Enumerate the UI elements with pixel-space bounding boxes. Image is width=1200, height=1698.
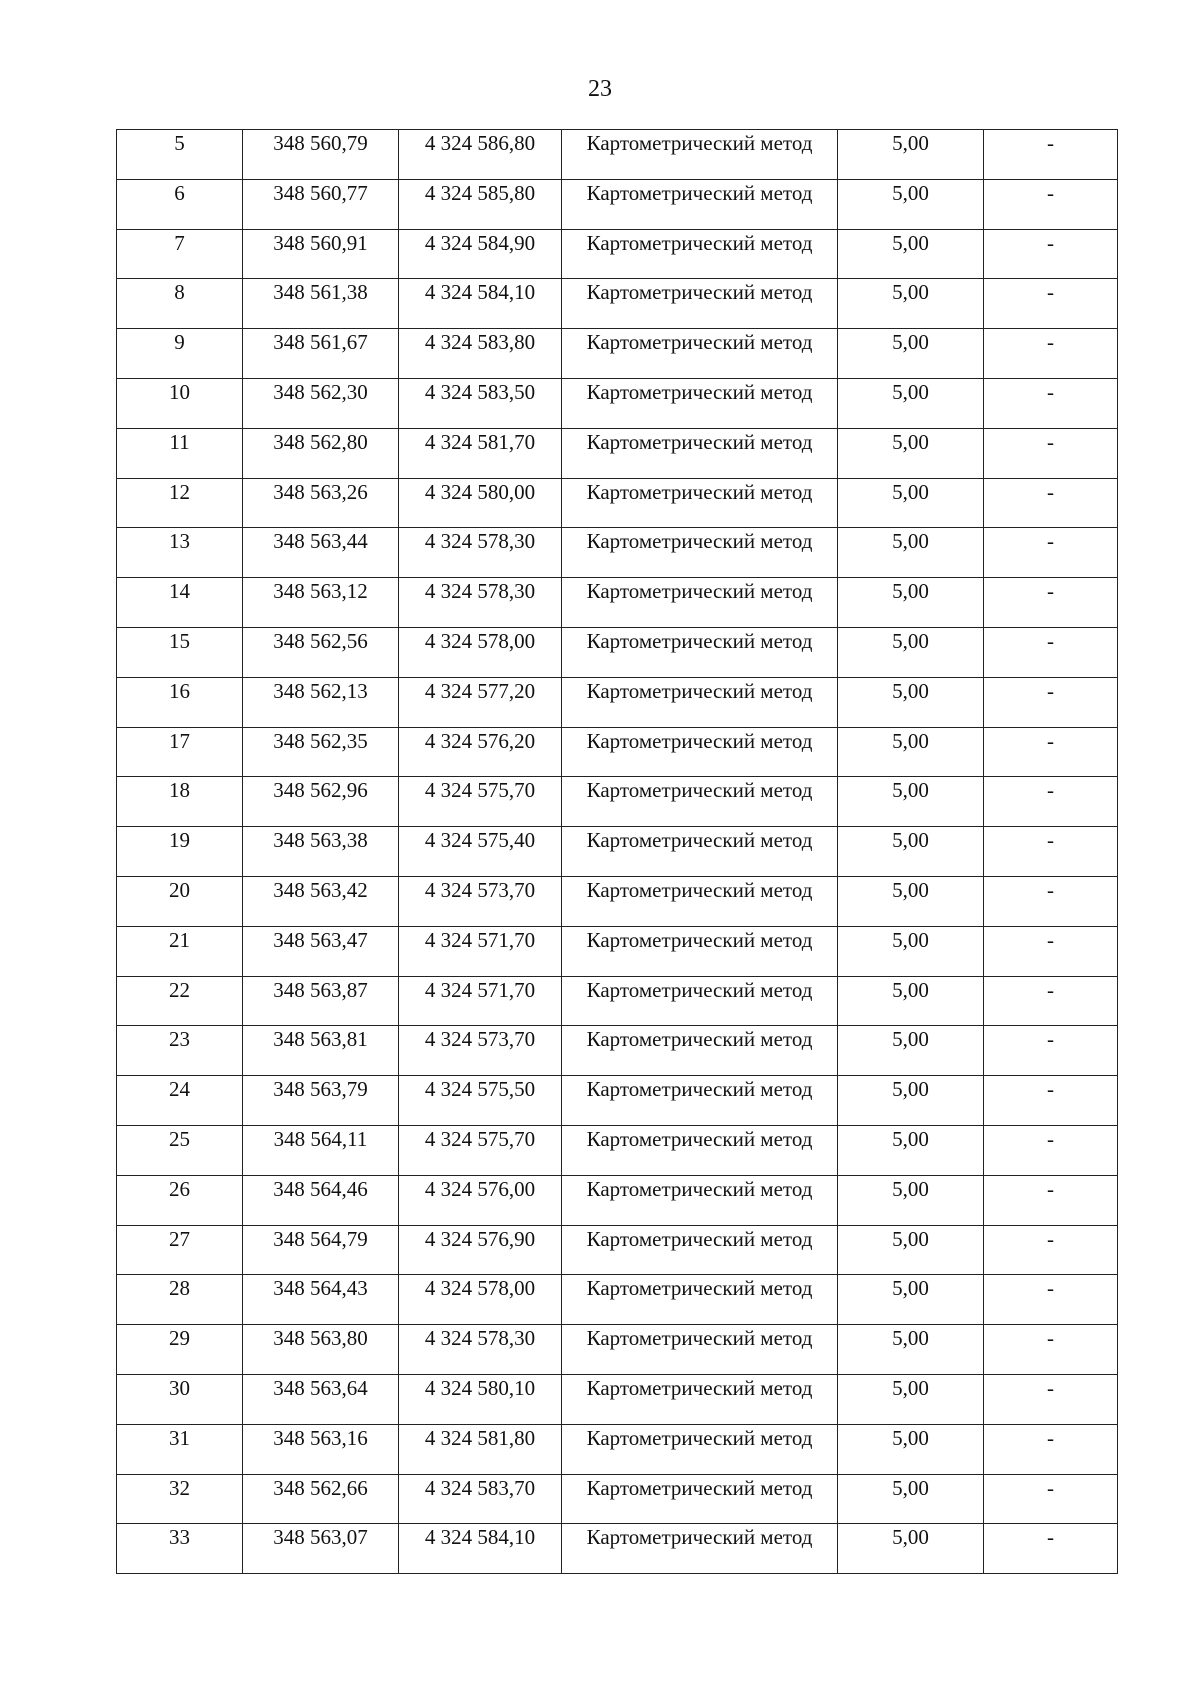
point-number-cell: 20 xyxy=(117,876,243,926)
accuracy-cell: 5,00 xyxy=(838,1374,984,1424)
y-coordinate-cell: 4 324 575,50 xyxy=(399,1076,562,1126)
point-number-cell: 27 xyxy=(117,1225,243,1275)
table-row xyxy=(117,1325,1118,1375)
accuracy-cell: 5,00 xyxy=(838,1275,984,1325)
y-coordinate-cell: 4 324 571,70 xyxy=(399,926,562,976)
table-row xyxy=(117,528,1118,578)
point-number-cell: 25 xyxy=(117,1125,243,1175)
y-coordinate-cell: 4 324 576,20 xyxy=(399,727,562,777)
accuracy-cell: 5,00 xyxy=(838,926,984,976)
x-coordinate-cell: 348 562,96 xyxy=(243,777,399,827)
note-cell: - xyxy=(984,528,1118,578)
method-cell: Картометрический метод xyxy=(562,578,838,628)
x-coordinate-cell: 348 563,16 xyxy=(243,1424,399,1474)
x-coordinate-cell: 348 562,66 xyxy=(243,1474,399,1524)
x-coordinate-cell: 348 563,81 xyxy=(243,1026,399,1076)
accuracy-cell: 5,00 xyxy=(838,1125,984,1175)
table-row xyxy=(117,1524,1118,1574)
point-number-cell: 11 xyxy=(117,428,243,478)
table-row xyxy=(117,229,1118,279)
note-cell: - xyxy=(984,1325,1118,1375)
method-cell: Картометрический метод xyxy=(562,727,838,777)
y-coordinate-cell: 4 324 578,00 xyxy=(399,1275,562,1325)
accuracy-cell: 5,00 xyxy=(838,777,984,827)
coordinates-table xyxy=(116,129,1118,1574)
y-coordinate-cell: 4 324 573,70 xyxy=(399,876,562,926)
note-cell: - xyxy=(984,926,1118,976)
table-row xyxy=(117,926,1118,976)
table-row xyxy=(117,976,1118,1026)
table-row xyxy=(117,478,1118,528)
point-number-cell: 19 xyxy=(117,827,243,877)
y-coordinate-cell: 4 324 584,10 xyxy=(399,279,562,329)
y-coordinate-cell: 4 324 580,00 xyxy=(399,478,562,528)
table-row xyxy=(117,627,1118,677)
note-cell: - xyxy=(984,876,1118,926)
x-coordinate-cell: 348 563,44 xyxy=(243,528,399,578)
note-cell: - xyxy=(984,1175,1118,1225)
note-cell: - xyxy=(984,1026,1118,1076)
y-coordinate-cell: 4 324 577,20 xyxy=(399,677,562,727)
x-coordinate-cell: 348 564,46 xyxy=(243,1175,399,1225)
method-cell: Картометрический метод xyxy=(562,1374,838,1424)
method-cell: Картометрический метод xyxy=(562,428,838,478)
table-row xyxy=(117,179,1118,229)
x-coordinate-cell: 348 563,47 xyxy=(243,926,399,976)
table-row xyxy=(117,578,1118,628)
accuracy-cell: 5,00 xyxy=(838,179,984,229)
point-number-cell: 13 xyxy=(117,528,243,578)
note-cell: - xyxy=(984,229,1118,279)
method-cell: Картометрический метод xyxy=(562,179,838,229)
note-cell: - xyxy=(984,1076,1118,1126)
method-cell: Картометрический метод xyxy=(562,229,838,279)
x-coordinate-cell: 348 562,56 xyxy=(243,627,399,677)
table-row xyxy=(117,279,1118,329)
point-number-cell: 26 xyxy=(117,1175,243,1225)
method-cell: Картометрический метод xyxy=(562,130,838,180)
accuracy-cell: 5,00 xyxy=(838,627,984,677)
method-cell: Картометрический метод xyxy=(562,1524,838,1574)
x-coordinate-cell: 348 561,67 xyxy=(243,329,399,379)
y-coordinate-cell: 4 324 583,70 xyxy=(399,1474,562,1524)
note-cell: - xyxy=(984,428,1118,478)
point-number-cell: 17 xyxy=(117,727,243,777)
method-cell: Картометрический метод xyxy=(562,627,838,677)
method-cell: Картометрический метод xyxy=(562,926,838,976)
point-number-cell: 30 xyxy=(117,1374,243,1424)
accuracy-cell: 5,00 xyxy=(838,478,984,528)
y-coordinate-cell: 4 324 573,70 xyxy=(399,1026,562,1076)
point-number-cell: 6 xyxy=(117,179,243,229)
accuracy-cell: 5,00 xyxy=(838,1175,984,1225)
point-number-cell: 28 xyxy=(117,1275,243,1325)
accuracy-cell: 5,00 xyxy=(838,1225,984,1275)
note-cell: - xyxy=(984,976,1118,1026)
y-coordinate-cell: 4 324 576,00 xyxy=(399,1175,562,1225)
method-cell: Картометрический метод xyxy=(562,1076,838,1126)
method-cell: Картометрический метод xyxy=(562,1125,838,1175)
note-cell: - xyxy=(984,279,1118,329)
accuracy-cell: 5,00 xyxy=(838,827,984,877)
table-row xyxy=(117,130,1118,180)
x-coordinate-cell: 348 563,07 xyxy=(243,1524,399,1574)
x-coordinate-cell: 348 562,35 xyxy=(243,727,399,777)
point-number-cell: 31 xyxy=(117,1424,243,1474)
point-number-cell: 33 xyxy=(117,1524,243,1574)
note-cell: - xyxy=(984,1225,1118,1275)
point-number-cell: 12 xyxy=(117,478,243,528)
y-coordinate-cell: 4 324 581,70 xyxy=(399,428,562,478)
y-coordinate-cell: 4 324 578,30 xyxy=(399,528,562,578)
point-number-cell: 5 xyxy=(117,130,243,180)
x-coordinate-cell: 348 563,87 xyxy=(243,976,399,1026)
method-cell: Картометрический метод xyxy=(562,1474,838,1524)
note-cell: - xyxy=(984,179,1118,229)
method-cell: Картометрический метод xyxy=(562,1225,838,1275)
accuracy-cell: 5,00 xyxy=(838,329,984,379)
x-coordinate-cell: 348 560,91 xyxy=(243,229,399,279)
accuracy-cell: 5,00 xyxy=(838,578,984,628)
table-row xyxy=(117,1026,1118,1076)
point-number-cell: 9 xyxy=(117,329,243,379)
table-row xyxy=(117,1076,1118,1126)
accuracy-cell: 5,00 xyxy=(838,976,984,1026)
method-cell: Картометрический метод xyxy=(562,827,838,877)
table-row xyxy=(117,677,1118,727)
note-cell: - xyxy=(984,677,1118,727)
note-cell: - xyxy=(984,1125,1118,1175)
method-cell: Картометрический метод xyxy=(562,677,838,727)
accuracy-cell: 5,00 xyxy=(838,1424,984,1474)
x-coordinate-cell: 348 563,42 xyxy=(243,876,399,926)
table-row xyxy=(117,1424,1118,1474)
method-cell: Картометрический метод xyxy=(562,777,838,827)
x-coordinate-cell: 348 563,64 xyxy=(243,1374,399,1424)
accuracy-cell: 5,00 xyxy=(838,229,984,279)
point-number-cell: 14 xyxy=(117,578,243,628)
point-number-cell: 16 xyxy=(117,677,243,727)
accuracy-cell: 5,00 xyxy=(838,528,984,578)
accuracy-cell: 5,00 xyxy=(838,876,984,926)
y-coordinate-cell: 4 324 578,00 xyxy=(399,627,562,677)
method-cell: Картометрический метод xyxy=(562,329,838,379)
y-coordinate-cell: 4 324 583,50 xyxy=(399,378,562,428)
method-cell: Картометрический метод xyxy=(562,478,838,528)
y-coordinate-cell: 4 324 584,90 xyxy=(399,229,562,279)
coordinates-table-body xyxy=(117,130,1118,1574)
x-coordinate-cell: 348 563,38 xyxy=(243,827,399,877)
table-row xyxy=(117,428,1118,478)
page-number: 23 xyxy=(588,76,612,102)
table-row xyxy=(117,827,1118,877)
method-cell: Картометрический метод xyxy=(562,528,838,578)
table-row xyxy=(117,1474,1118,1524)
y-coordinate-cell: 4 324 586,80 xyxy=(399,130,562,180)
point-number-cell: 29 xyxy=(117,1325,243,1375)
x-coordinate-cell: 348 564,79 xyxy=(243,1225,399,1275)
note-cell: - xyxy=(984,1275,1118,1325)
point-number-cell: 32 xyxy=(117,1474,243,1524)
note-cell: - xyxy=(984,329,1118,379)
y-coordinate-cell: 4 324 585,80 xyxy=(399,179,562,229)
accuracy-cell: 5,00 xyxy=(838,1026,984,1076)
note-cell: - xyxy=(984,1524,1118,1574)
x-coordinate-cell: 348 560,79 xyxy=(243,130,399,180)
accuracy-cell: 5,00 xyxy=(838,428,984,478)
table-row xyxy=(117,777,1118,827)
y-coordinate-cell: 4 324 580,10 xyxy=(399,1374,562,1424)
y-coordinate-cell: 4 324 575,70 xyxy=(399,777,562,827)
note-cell: - xyxy=(984,578,1118,628)
point-number-cell: 10 xyxy=(117,378,243,428)
point-number-cell: 8 xyxy=(117,279,243,329)
x-coordinate-cell: 348 562,80 xyxy=(243,428,399,478)
x-coordinate-cell: 348 563,79 xyxy=(243,1076,399,1126)
accuracy-cell: 5,00 xyxy=(838,279,984,329)
table-row xyxy=(117,378,1118,428)
method-cell: Картометрический метод xyxy=(562,1424,838,1474)
x-coordinate-cell: 348 563,26 xyxy=(243,478,399,528)
point-number-cell: 15 xyxy=(117,627,243,677)
accuracy-cell: 5,00 xyxy=(838,727,984,777)
point-number-cell: 21 xyxy=(117,926,243,976)
y-coordinate-cell: 4 324 581,80 xyxy=(399,1424,562,1474)
note-cell: - xyxy=(984,130,1118,180)
method-cell: Картометрический метод xyxy=(562,279,838,329)
method-cell: Картометрический метод xyxy=(562,1275,838,1325)
y-coordinate-cell: 4 324 583,80 xyxy=(399,329,562,379)
x-coordinate-cell: 348 562,13 xyxy=(243,677,399,727)
x-coordinate-cell: 348 560,77 xyxy=(243,179,399,229)
method-cell: Картометрический метод xyxy=(562,876,838,926)
table-row xyxy=(117,1225,1118,1275)
table-row xyxy=(117,727,1118,777)
point-number-cell: 7 xyxy=(117,229,243,279)
note-cell: - xyxy=(984,827,1118,877)
x-coordinate-cell: 348 563,80 xyxy=(243,1325,399,1375)
method-cell: Картометрический метод xyxy=(562,976,838,1026)
note-cell: - xyxy=(984,478,1118,528)
note-cell: - xyxy=(984,777,1118,827)
accuracy-cell: 5,00 xyxy=(838,378,984,428)
note-cell: - xyxy=(984,378,1118,428)
accuracy-cell: 5,00 xyxy=(838,1524,984,1574)
y-coordinate-cell: 4 324 575,70 xyxy=(399,1125,562,1175)
accuracy-cell: 5,00 xyxy=(838,1325,984,1375)
note-cell: - xyxy=(984,1424,1118,1474)
y-coordinate-cell: 4 324 571,70 xyxy=(399,976,562,1026)
table-row xyxy=(117,1125,1118,1175)
table-row xyxy=(117,1175,1118,1225)
table-row xyxy=(117,876,1118,926)
x-coordinate-cell: 348 564,43 xyxy=(243,1275,399,1325)
point-number-cell: 23 xyxy=(117,1026,243,1076)
note-cell: - xyxy=(984,1374,1118,1424)
table-row xyxy=(117,329,1118,379)
table-row xyxy=(117,1374,1118,1424)
point-number-cell: 24 xyxy=(117,1076,243,1126)
point-number-cell: 22 xyxy=(117,976,243,1026)
accuracy-cell: 5,00 xyxy=(838,1076,984,1126)
y-coordinate-cell: 4 324 575,40 xyxy=(399,827,562,877)
y-coordinate-cell: 4 324 578,30 xyxy=(399,578,562,628)
accuracy-cell: 5,00 xyxy=(838,1474,984,1524)
method-cell: Картометрический метод xyxy=(562,1325,838,1375)
x-coordinate-cell: 348 562,30 xyxy=(243,378,399,428)
point-number-cell: 18 xyxy=(117,777,243,827)
y-coordinate-cell: 4 324 584,10 xyxy=(399,1524,562,1574)
note-cell: - xyxy=(984,627,1118,677)
method-cell: Картометрический метод xyxy=(562,378,838,428)
method-cell: Картометрический метод xyxy=(562,1175,838,1225)
note-cell: - xyxy=(984,727,1118,777)
y-coordinate-cell: 4 324 576,90 xyxy=(399,1225,562,1275)
y-coordinate-cell: 4 324 578,30 xyxy=(399,1325,562,1375)
accuracy-cell: 5,00 xyxy=(838,130,984,180)
x-coordinate-cell: 348 564,11 xyxy=(243,1125,399,1175)
note-cell: - xyxy=(984,1474,1118,1524)
accuracy-cell: 5,00 xyxy=(838,677,984,727)
table-row xyxy=(117,1275,1118,1325)
x-coordinate-cell: 348 561,38 xyxy=(243,279,399,329)
method-cell: Картометрический метод xyxy=(562,1026,838,1076)
x-coordinate-cell: 348 563,12 xyxy=(243,578,399,628)
